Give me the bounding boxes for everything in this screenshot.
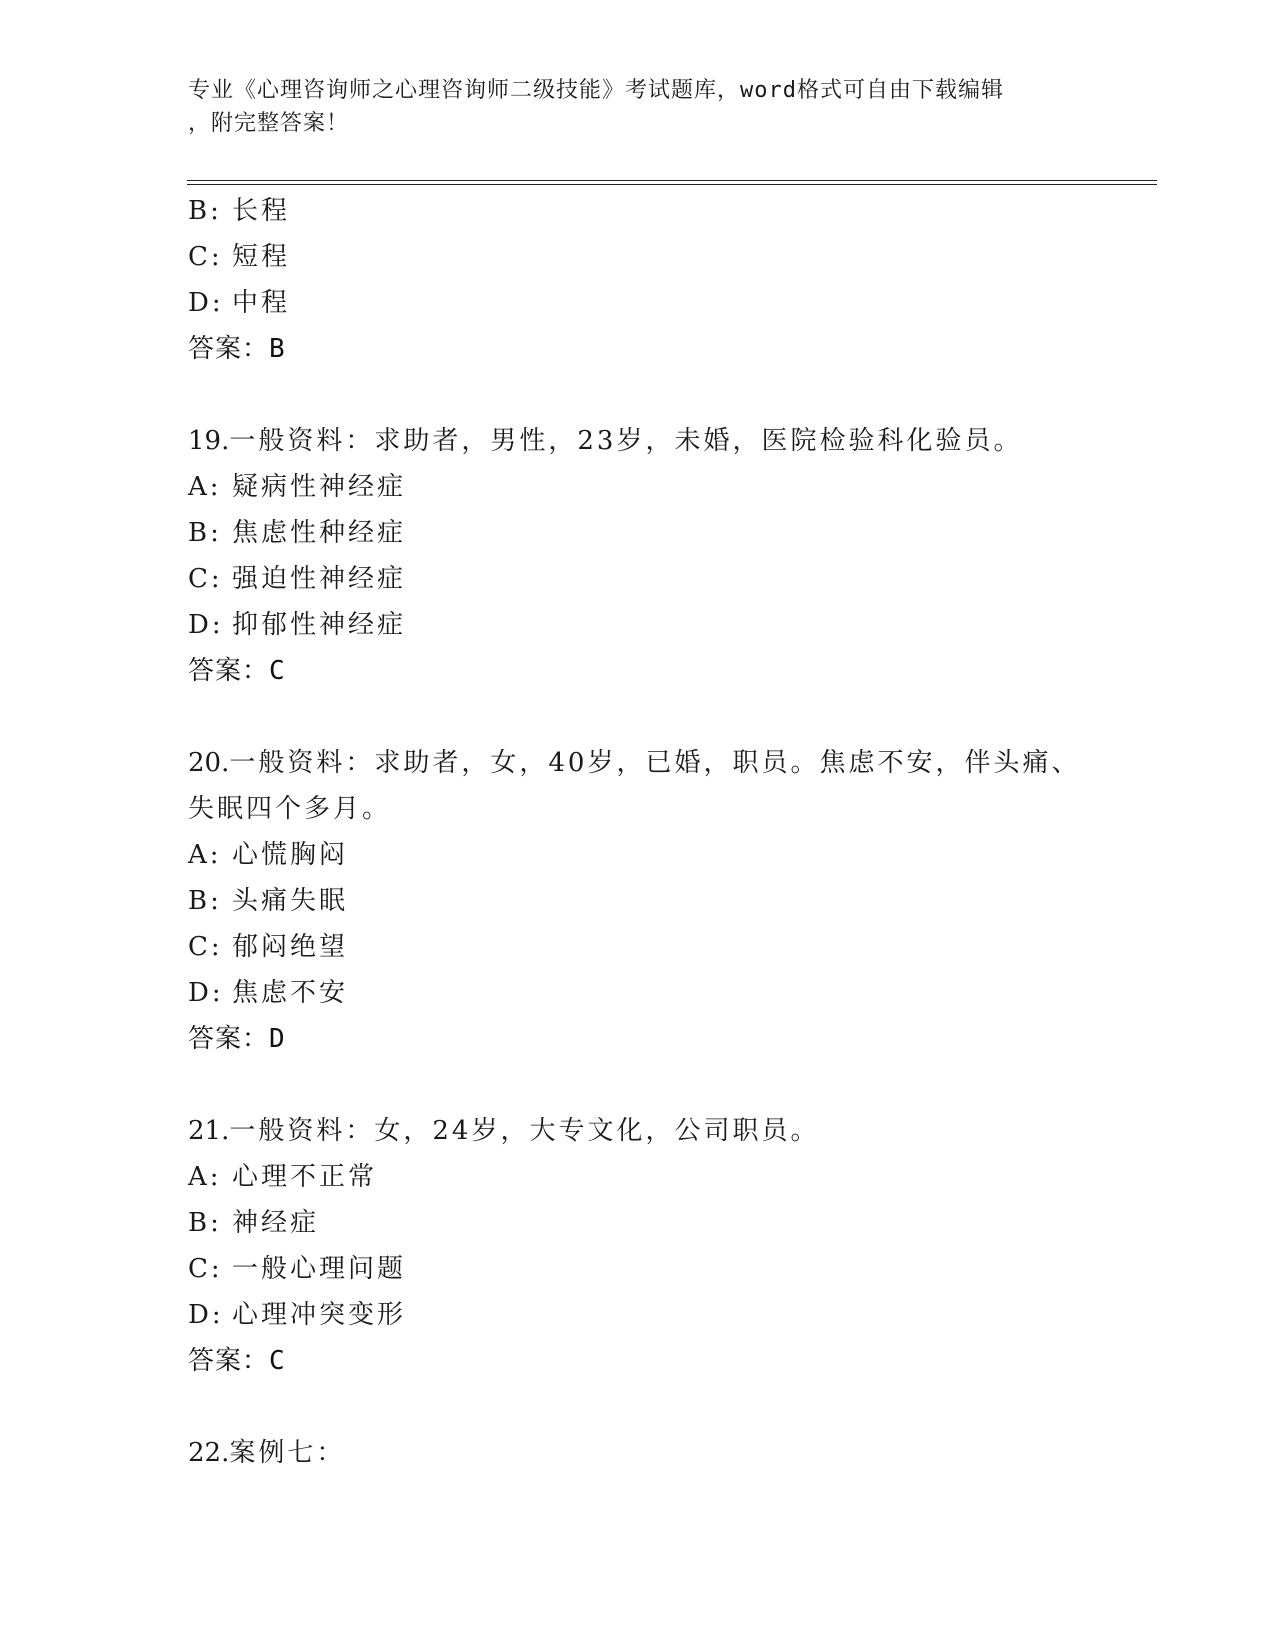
option-d: D: 中程 — [188, 288, 291, 318]
question-19 — [188, 418, 1088, 694]
question-stem: 22.案例七： — [188, 1438, 346, 1468]
option-c: C: 郁闷绝望 — [188, 932, 349, 962]
question-21 — [188, 1108, 1088, 1384]
document-header — [188, 74, 1068, 140]
option-b: B: 焦虑性种经症 — [188, 518, 407, 548]
option-a: A: 心理不正常 — [188, 1162, 378, 1192]
option-a: A: 心慌胸闷 — [188, 840, 349, 870]
question-20 — [188, 740, 1088, 1062]
option-d: D: 焦虑不安 — [188, 978, 349, 1008]
prev-question-block — [188, 188, 1088, 372]
question-22 — [188, 1430, 1088, 1476]
question-stem: 21.一般资料：女，24岁，大专文化，公司职员。 — [188, 1116, 820, 1146]
answer-line: 答案：D — [188, 1024, 286, 1054]
question-stem: 20.一般资料：求助者，女，40岁，已婚，职员。焦虑不安，伴头痛、 — [188, 748, 1081, 778]
option-a: A: 疑病性神经症 — [188, 472, 407, 502]
question-list — [188, 188, 1088, 1476]
option-c: C: 一般心理问题 — [188, 1254, 407, 1284]
header-line-2: ，附完整答案！ — [188, 111, 350, 136]
question-stem-continued: 失眠四个多月。 — [188, 794, 392, 824]
option-b: B: 头痛失眠 — [188, 886, 349, 916]
option-b: B: 神经症 — [188, 1208, 320, 1238]
option-d: D: 心理冲突变形 — [188, 1300, 407, 1330]
header-line-1: 专业《心理咨询师之心理咨询师二级技能》考试题库，word格式可自由下载编辑 — [188, 78, 1004, 103]
answer-line: 答案：C — [188, 656, 286, 686]
header-divider — [187, 180, 1157, 185]
question-stem: 19.一般资料：求助者，男性，23岁，未婚，医院检验科化验员。 — [188, 426, 1023, 456]
answer-line: 答案：B — [188, 334, 286, 364]
answer-line: 答案：C — [188, 1346, 286, 1376]
option-c: C: 强迫性神经症 — [188, 564, 407, 594]
option-b: B: 长程 — [188, 196, 291, 226]
option-d: D: 抑郁性神经症 — [188, 610, 407, 640]
option-c: C: 短程 — [188, 242, 291, 272]
